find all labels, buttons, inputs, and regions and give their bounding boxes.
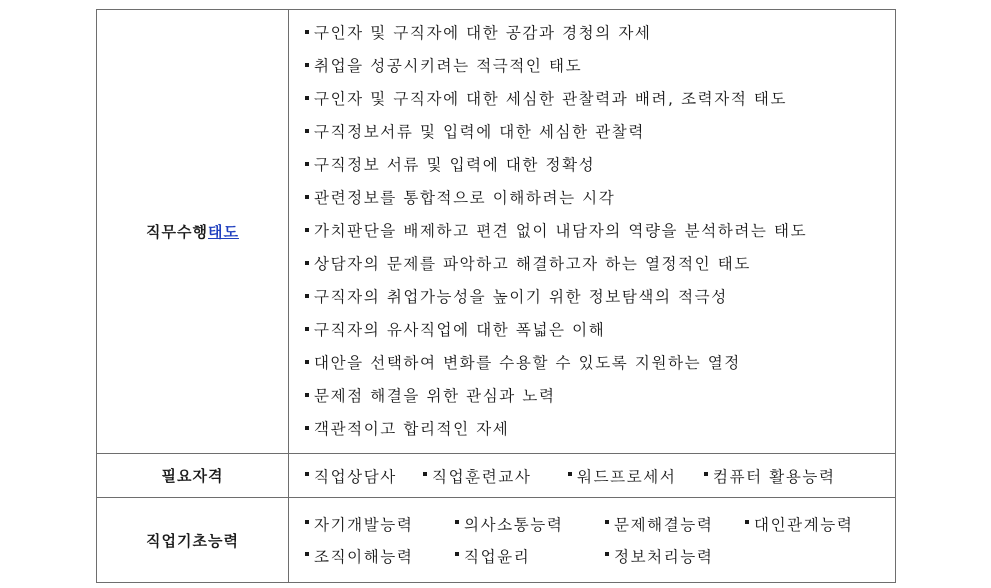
bullet-square-icon [745,520,749,524]
attitude-item-text: 가치판단을 배제하고 편견 없이 내담자의 역량을 분석하려는 태도 [314,222,808,240]
qualifications-content-cell [289,454,896,498]
bullet-square-icon [305,426,309,430]
bullet-square-icon [305,552,309,556]
basic-skills-row [97,498,896,583]
attitude-item-text: 관련정보를 통합적으로 이해하려는 시각 [314,189,616,207]
attitude-item-text: 구직정보 서류 및 입력에 대한 정확성 [314,156,596,174]
attitude-item-text: 대안을 선택하여 변화를 수용할 수 있도록 지원하는 열정 [314,354,741,372]
attitude-item-text: 구인자 및 구직자에 대한 공감과 경청의 자세 [314,24,652,42]
basic-skills-label-cell [97,498,289,583]
qualification-text: 워드프로세서 [577,467,677,486]
attitude-item-text: 취업을 성공시키려는 적극적인 태도 [314,57,583,75]
attitude-item [305,248,895,281]
qualifications-label-cell [97,454,289,498]
qualification-item [305,465,423,487]
attitude-item-text: 구직자의 유사직업에 대한 폭넓은 이해 [314,321,606,339]
bullet-square-icon [305,162,309,166]
bullet-square-icon [305,261,309,265]
qualification-item [423,465,568,487]
bullet-square-icon [605,520,609,524]
bullet-square-icon [455,552,459,556]
skill-text: 의사소통능력 [464,516,564,534]
skill-item [605,540,745,572]
attitude-item-text: 상담자의 문제를 파악하고 해결하고자 하는 열정적인 태도 [314,255,751,273]
attitude-item-text: 구인자 및 구직자에 대한 세심한 관찰력과 배려, 조력자적 태도 [314,90,788,108]
bullet-square-icon [305,472,309,476]
bullet-square-icon [305,195,309,199]
attitude-item [305,17,895,50]
basic-skills-content-cell [289,498,896,583]
competency-table [96,9,896,583]
attitude-label-link[interactable]: 태도 [207,223,239,241]
bullet-square-icon [305,228,309,232]
attitude-item [305,314,895,347]
skill-item [305,508,455,540]
skill-item [745,508,885,540]
attitude-item [305,149,895,182]
qualification-item [704,465,836,487]
attitude-item [305,413,895,446]
attitude-item [305,50,895,83]
attitude-item [305,116,895,149]
skill-item [605,508,745,540]
bullet-square-icon [455,520,459,524]
qualification-text: 직업훈련교사 [432,467,532,486]
bullet-square-icon [305,30,309,34]
attitude-label-cell [97,10,289,454]
attitude-item [305,215,895,248]
attitude-item-text: 구직정보서류 및 입력에 대한 세심한 관찰력 [314,123,645,141]
bullet-square-icon [305,393,309,397]
qualifications-label: 필요자격 [161,467,224,485]
attitude-item [305,182,895,215]
skill-text: 직업윤리 [464,548,531,566]
skill-text: 정보처리능력 [614,548,714,566]
bullet-square-icon [305,63,309,67]
skill-text: 자기개발능력 [314,516,414,534]
bullet-square-icon [704,472,708,476]
attitude-item-text: 문제점 해결을 위한 관심과 노력 [314,387,556,405]
attitude-item [305,281,895,314]
attitude-label-prefix: 직무수행 [146,223,208,241]
skill-text: 문제해결능력 [614,516,714,534]
bullet-square-icon [305,327,309,331]
bullet-square-icon [305,129,309,133]
attitude-item-text: 구직자의 취업가능성을 높이기 위한 정보탐색의 적극성 [314,288,728,306]
skill-item [455,540,605,572]
skill-text: 조직이해능력 [314,548,414,566]
qualification-text: 컴퓨터 활용능력 [713,467,836,486]
skill-item [455,508,605,540]
bullet-square-icon [423,472,427,476]
bullet-square-icon [568,472,572,476]
basic-skills-list [305,498,895,582]
bullet-square-icon [305,520,309,524]
skill-item [305,540,455,572]
qualification-text: 직업상담사 [314,467,397,486]
qualifications-row [97,454,896,498]
bullet-square-icon [305,96,309,100]
attitude-item [305,347,895,380]
bullet-square-icon [305,360,309,364]
attitude-list [305,17,895,446]
qualifications-list [305,456,895,496]
bullet-square-icon [605,552,609,556]
attitude-content-cell [289,10,896,454]
basic-skills-label: 직업기초능력 [146,531,239,550]
attitude-row [97,10,896,454]
skill-text: 대인관계능력 [754,516,854,534]
attitude-item [305,83,895,116]
attitude-item-text: 객관적이고 합리적인 자세 [314,420,510,438]
attitude-item [305,380,895,413]
qualification-item [568,465,704,487]
bullet-square-icon [305,294,309,298]
